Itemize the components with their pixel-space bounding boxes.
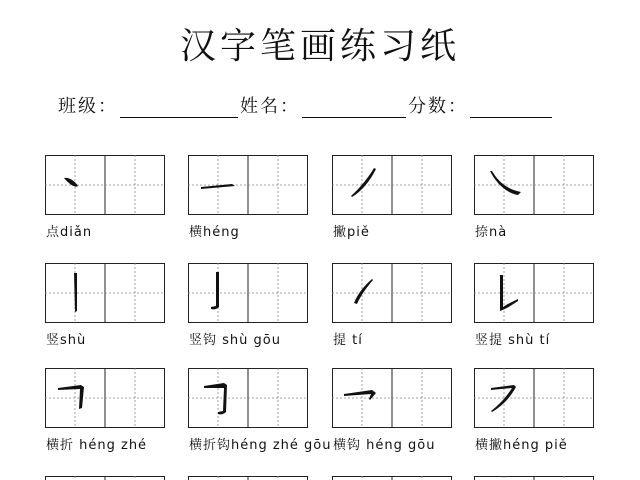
page-title: 汉字笔画练习纸 [179, 26, 460, 67]
practice-cell[interactable] [332, 263, 452, 323]
horizontal-turn-stroke-icon [58, 385, 84, 409]
practice-cell[interactable] [188, 368, 308, 428]
practice-cell[interactable] [332, 476, 452, 480]
practice-cell[interactable] [45, 155, 165, 215]
stroke-label: 撇piě [333, 225, 370, 240]
class-label: 班级： [58, 96, 118, 117]
name-field[interactable] [302, 99, 406, 118]
practice-cell[interactable] [332, 368, 452, 428]
practice-cell[interactable] [474, 155, 594, 215]
score-label: 分数： [408, 96, 468, 117]
stroke-label: 竖shù [46, 333, 87, 348]
score-field[interactable] [470, 99, 552, 118]
practice-cell[interactable] [332, 155, 452, 215]
practice-cell[interactable] [474, 263, 594, 323]
horizontal-hook-stroke-icon [344, 390, 376, 400]
stroke-label: 横héng [189, 225, 240, 240]
vertical-stroke-icon [74, 273, 77, 312]
stroke-label: 横钩 héng gōu [333, 438, 436, 453]
practice-cell[interactable] [45, 263, 165, 323]
student-info-row [58, 92, 554, 118]
practice-cell[interactable] [188, 155, 308, 215]
name-label: 姓名： [240, 96, 300, 117]
stroke-label: 竖提 shù tí [475, 333, 551, 348]
practice-cell[interactable] [188, 263, 308, 323]
horizontal-turn-hook-stroke-icon [204, 383, 227, 414]
practice-cell[interactable] [45, 476, 165, 480]
left-falling-stroke-icon [351, 168, 376, 197]
stroke-label: 点diǎn [46, 225, 93, 240]
practice-cell[interactable] [45, 368, 165, 428]
stroke-label: 竖钩 shù gōu [189, 333, 281, 348]
rising-stroke-icon [354, 279, 373, 304]
practice-cell[interactable] [474, 476, 594, 480]
stroke-label: 横折钩héng zhé gōu [189, 438, 332, 453]
stroke-label: 提 tí [333, 333, 363, 348]
class-field[interactable] [120, 99, 238, 118]
stroke-label: 横撇héng piě [475, 438, 568, 453]
practice-cell[interactable] [474, 368, 594, 428]
right-falling-stroke-icon [490, 171, 521, 195]
practice-cell[interactable] [188, 476, 308, 480]
stroke-label: 横折 héng zhé [46, 438, 148, 453]
stroke-label: 捺nà [475, 225, 508, 240]
horizontal-left-falling-stroke-icon [491, 385, 516, 412]
vertical-hook-stroke-icon [211, 272, 219, 309]
